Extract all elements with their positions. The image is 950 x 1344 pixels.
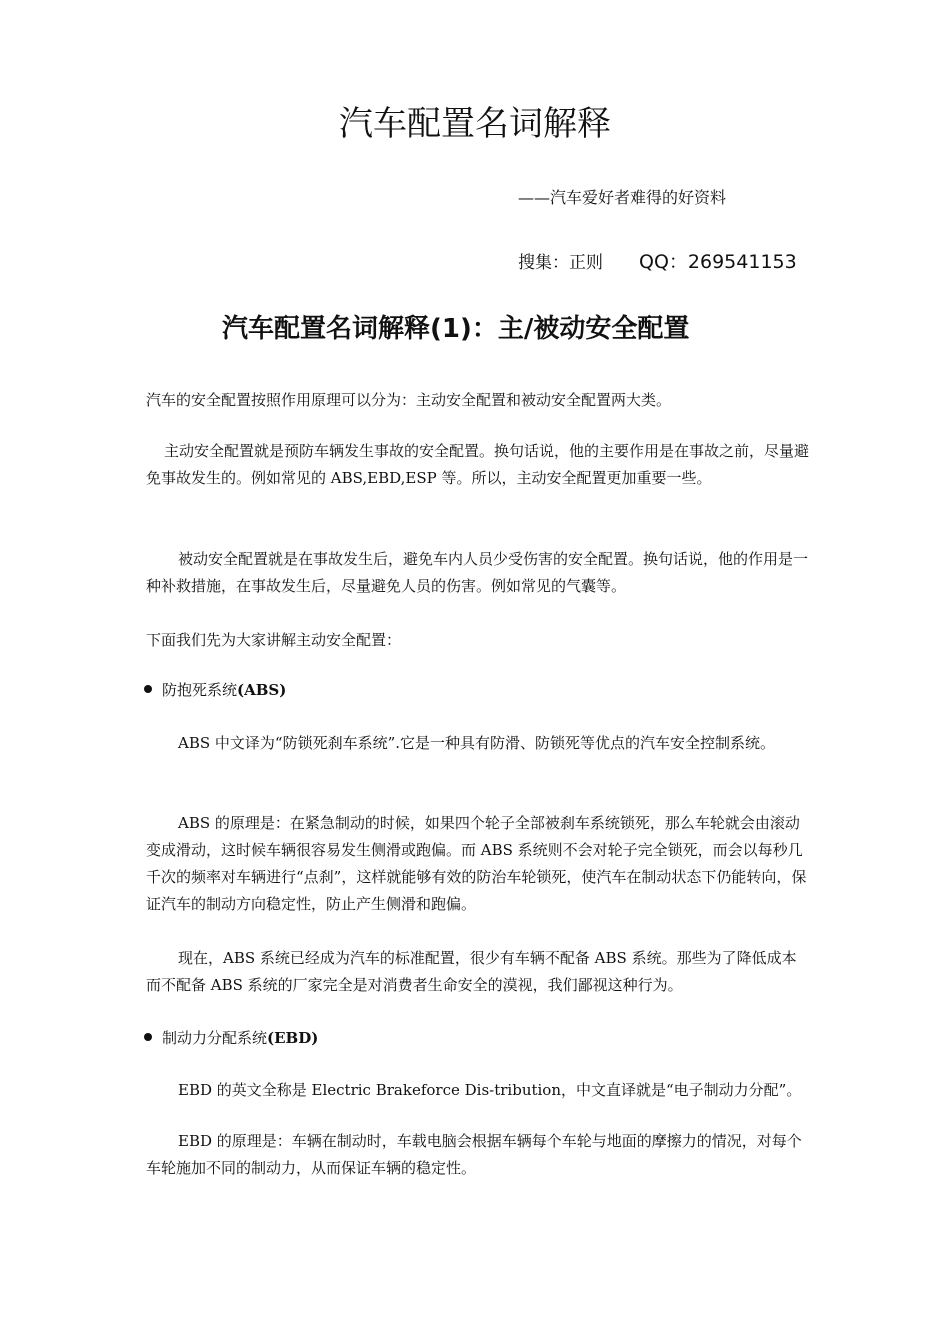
document-subtitle: ——汽车爱好者难得的好资料: [518, 188, 727, 207]
ebd-principle-paragraph: EBD 的原理是：车辆在制动时，车载电脑会根据车辆每个车轮与地面的摩擦力的情况，对每个车轮施加不同的制动力，从而保证车辆的稳定性。: [146, 1132, 802, 1177]
bullet-ebd-label: 制动力分配系统: [162, 1029, 268, 1047]
section-title: [222, 310, 689, 348]
bullet-dot-icon: [144, 1033, 152, 1041]
section-title-suffix: 被动安全配置: [533, 314, 690, 344]
bullet-abs-abbr: (ABS): [237, 681, 287, 699]
qq-number: QQ：269541153: [639, 251, 797, 273]
abs-definition-paragraph: ABS 中文译为“防锁死刹车系统”.它是一种具有防滑、防锁死等优点的汽车安全控制系统。: [178, 734, 776, 752]
collector-label: 搜集：正则: [518, 253, 603, 273]
collector-line: [518, 249, 797, 276]
lead-in-paragraph: 下面我们先为大家讲解主动安全配置：: [146, 631, 402, 649]
intro-paragraph: 汽车的安全配置按照作用原理可以分为：主动安全配置和被动安全配置两大类。: [146, 391, 672, 409]
bullet-abs-label: 防抱死系统: [162, 681, 238, 699]
active-safety-paragraph: 主动安全配置就是预防车辆发生事故的安全配置。换句话说，他的主要作用是在事故之前，尽量避免事故发生的。例如常见的 ABS,EBD,ESP 等。所以，主动安全配置更加重要一些。: [146, 442, 810, 487]
document-title: 汽车配置名词解释: [339, 104, 611, 144]
bullet-ebd-abbr: (EBD): [267, 1029, 319, 1047]
passive-safety-paragraph: 被动安全配置就是在事故发生后，避免车内人员少受伤害的安全配置。换句话说，他的作用是一种补救措施，在事故发生后，尽量避免人员的伤害。例如常见的气囊等。: [146, 550, 809, 595]
section-title-prefix: 汽车配置名词解释: [222, 314, 431, 344]
ebd-definition-paragraph: EBD 的英文全称是 Electric Brakeforce Dis-tribution，中文直译就是“电子制动力分配”。: [178, 1081, 802, 1099]
section-title-colon: ：主: [471, 314, 524, 344]
bullet-dot-icon: [144, 685, 152, 693]
bullet-ebd: [144, 1025, 318, 1052]
section-title-number: (1): [430, 314, 472, 344]
abs-standard-paragraph: 现在，ABS 系统已经成为汽车的标准配置，很少有车辆不配备 ABS 系统。那些为了降低成本而不配备 ABS 系统的厂家完全是对消费者生命安全的漠视，我们鄙视这种行为。: [146, 949, 797, 994]
abs-principle-paragraph: ABS 的原理是：在紧急制动的时候，如果四个轮子全部被刹车系统锁死，那么车轮就会由滚动变成滑动，这时候车辆很容易发生侧滑或跑偏。而 ABS 系统则不会对轮子完全锁死，而会以每秒几千次的频率对车辆进行“点刹”，这样就能够有效的防治车轮锁死，使汽车在制动状态下仍能转向，保证汽车的制动方向稳定性，防止产生侧滑和跑偏。: [146, 814, 807, 913]
bullet-abs: [144, 677, 286, 704]
section-title-slash: /: [523, 314, 534, 344]
